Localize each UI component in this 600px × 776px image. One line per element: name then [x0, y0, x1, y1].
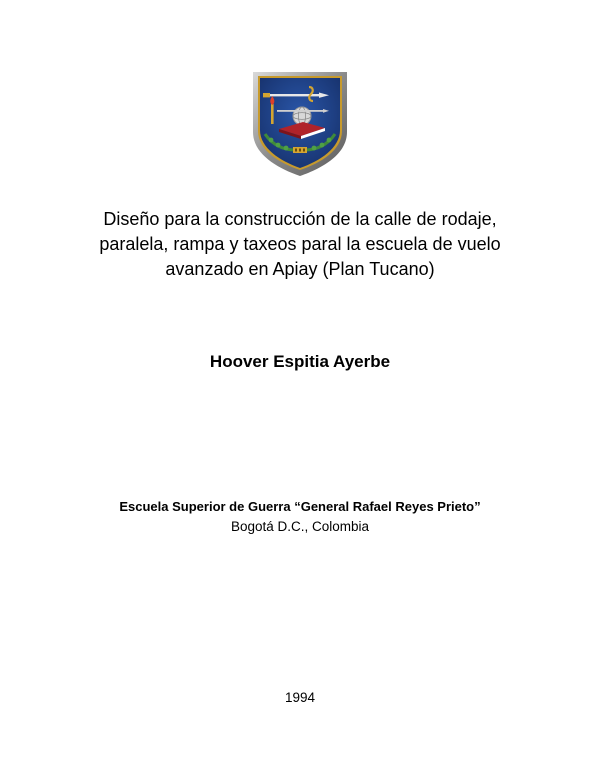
- title-line: avanzado en Apiay (Plan Tucano): [165, 259, 435, 279]
- document-title: [60, 207, 540, 282]
- institution-name: Escuela Superior de Guerra “General Rafael Reyes Prieto”: [119, 499, 481, 514]
- title-line: paralela, rampa y taxeos paral la escuela de vuelo: [99, 234, 501, 254]
- publication-year: 1994: [284, 690, 316, 705]
- shield-icon: [251, 70, 349, 178]
- author-name: Hoover Espitia Ayerbe: [209, 352, 391, 371]
- institution-location: Bogotá D.C., Colombia: [230, 519, 370, 534]
- crest-emblem: [251, 70, 349, 178]
- title-line: Diseño para la construcción de la calle de rodaje,: [103, 209, 497, 229]
